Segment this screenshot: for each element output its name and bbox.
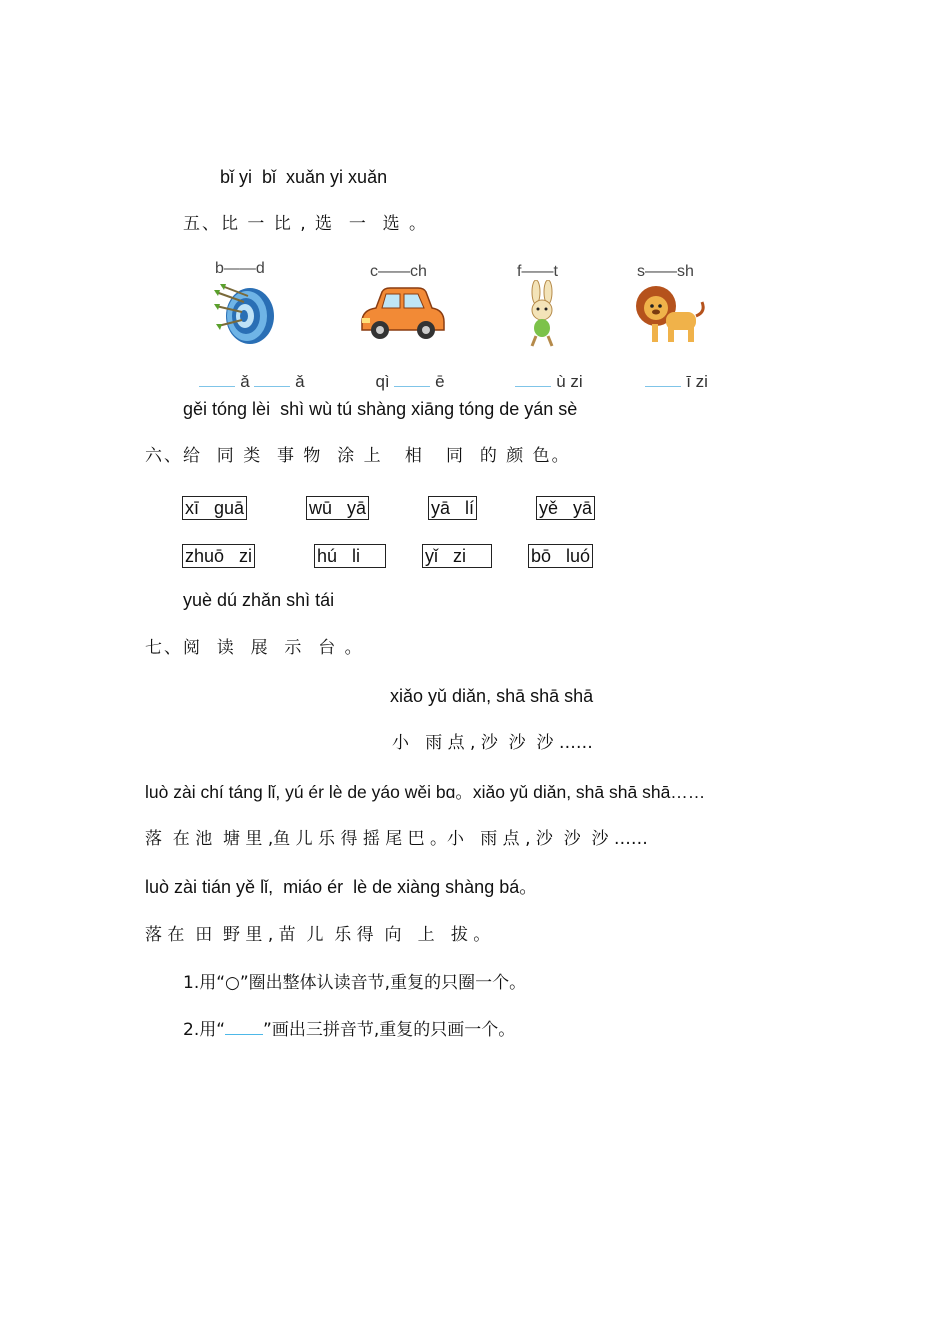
word-box[interactable]: yě yā: [536, 496, 595, 520]
syllable-label: ī zi: [686, 372, 708, 391]
word-box[interactable]: yǐ zi: [422, 544, 492, 568]
vowel-label: ǎ: [295, 372, 305, 391]
section7-title: 七、阅 读 展 示 台 。: [145, 638, 364, 658]
question-2-suffix: ”画出三拼音节,重复的只画一个。: [263, 1020, 516, 1040]
poem-title-pinyin: xiǎo yǔ diǎn, shā shā shā: [390, 686, 594, 706]
lion-icon: [632, 282, 708, 348]
poem-line1-pinyin: luò zài chí táng lǐ, yú ér lè de yáo wěi bɑ。xiǎo yǔ diǎn, shā shā shā……: [145, 782, 706, 802]
section7-pinyin: yuè dú zhǎn shì tái: [183, 590, 335, 610]
answer-row-2: [366, 352, 445, 392]
question-2-prefix: 2.用“: [183, 1020, 226, 1040]
answer-blank[interactable]: [645, 372, 681, 387]
word-box[interactable]: wū yā: [306, 496, 369, 520]
pair-c-ch: c——ch: [370, 263, 427, 280]
syllable-label: qì: [375, 372, 390, 391]
vowel-label: ē: [435, 372, 445, 391]
poem-line2: 落 在 田 野 里 , 苗 儿 乐 得 向 上 拔 。: [145, 925, 491, 945]
word-box[interactable]: yā lí: [428, 496, 477, 520]
question-1: 1.用“○”圈出整体认读音节,重复的只圈一个。: [183, 973, 527, 993]
rabbit-icon: [522, 280, 562, 348]
underline-sample: [225, 1022, 263, 1035]
word-box[interactable]: hú li: [314, 544, 386, 568]
poem-line1: 落 在 池 塘 里 ,鱼 儿 乐 得 摇 尾 巴 。小 雨 点 , 沙 沙 沙 ……: [145, 829, 648, 849]
poem-line2-pinyin: luò zài tián yě lǐ, miáo ér lè de xiàng shàng bá。: [145, 877, 538, 897]
answer-row-4: [636, 352, 708, 392]
word-box[interactable]: xī guā: [182, 496, 247, 520]
pair-f-t: f——t: [517, 263, 558, 280]
answer-blank[interactable]: [199, 372, 235, 387]
section5-title: 五、比 一 比 , 选 一 选 。: [183, 214, 429, 234]
poem-title: 小 雨 点 , 沙 沙 沙 ……: [392, 733, 593, 753]
word-box[interactable]: zhuō zi: [182, 544, 255, 568]
question-2: [183, 1019, 515, 1041]
pair-s-sh: s——sh: [637, 263, 694, 280]
car-icon: [356, 284, 448, 344]
answer-row-1: [190, 352, 305, 392]
answer-blank[interactable]: [515, 372, 551, 387]
pair-b-d: b——d: [215, 260, 265, 277]
vowel-label: ǎ: [240, 372, 250, 391]
answer-blank[interactable]: [254, 372, 290, 387]
target-icon: [212, 282, 278, 346]
word-box[interactable]: bō luó: [528, 544, 593, 568]
answer-row-3: [506, 352, 583, 392]
syllable-label: ù zi: [556, 372, 583, 391]
section6-title: 六、给 同 类 事 物 涂 上 相 同 的 颜 色。: [145, 446, 571, 466]
section6-pinyin: gěi tóng lèi shì wù tú shàng xiāng tóng de yán sè: [183, 399, 578, 419]
answer-blank[interactable]: [394, 372, 430, 387]
section5-pinyin: bǐ yi bǐ xuǎn yi xuǎn: [220, 167, 388, 187]
